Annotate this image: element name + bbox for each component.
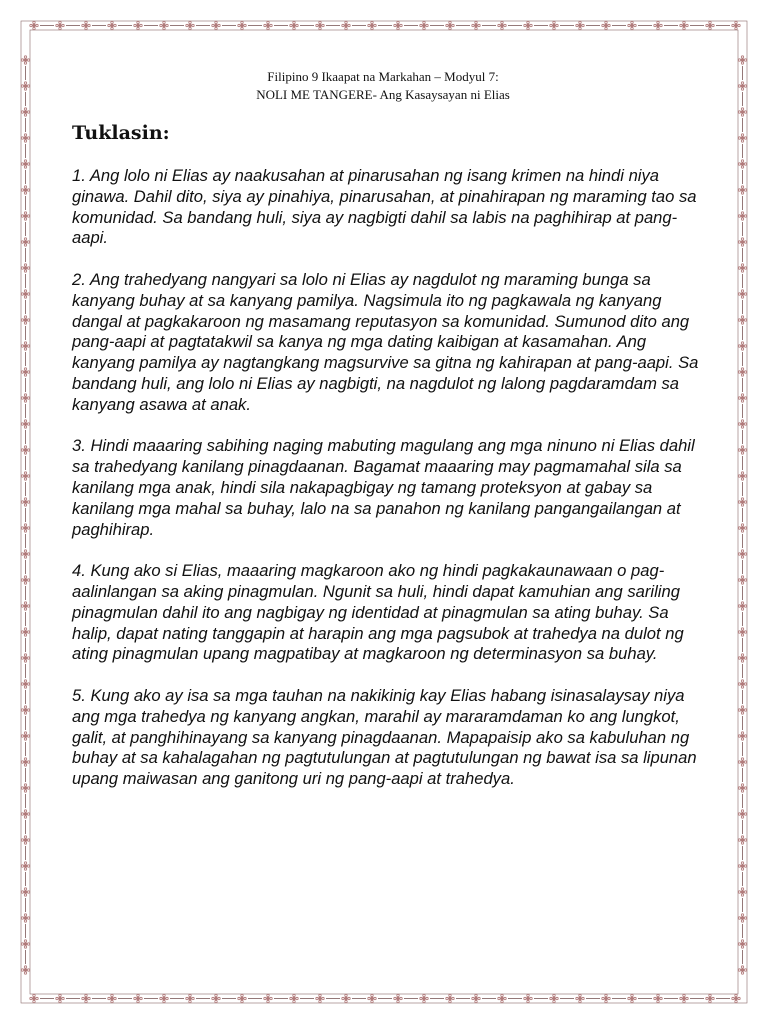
document-header [64, 68, 702, 104]
header-module-line: Filipino 9 Ikaapat na Markahan – Modyul 7: [267, 69, 499, 84]
answer-paragraph-5: 5. Kung ako ay isa sa mga tauhan na nakikinig kay Elias habang isinasalaysay niya ang mga trahedya ng kanyang angkan, marahil ay mararamdaman ko ang lungkot, galit, at panghihinayang sa kanyang pinagdaanan. Mapapaisip ako sa kabuluhan ng buhay at sa kahalagahan ng pagtutulungan at pagtutulungan ng bawat isa sa lipunan upang maiwasan ang ganitong uri ng pang-aapi at trahedya. [72, 685, 697, 789]
answer-paragraph-1: 1. Ang lolo ni Elias ay naakusahan at pinarusahan ng isang krimen na hindi niya ginawa. Dahil dito, siya ay pinahiya, pinarusahan, at pinahirapan ng maraming tao sa komunidad. Sa bandang huli, siya ay nagbigti dahil sa labis na paghihirap at pang-aapi. [72, 166, 697, 248]
section-title: Tuklasin: [72, 122, 170, 144]
header-title-line: NOLI ME TANGERE- Ang Kasaysayan ni Elias [256, 87, 510, 102]
answer-paragraph-3: 3. Hindi maaaring sabihing naging mabuting magulang ang mga ninuno ni Elias dahil sa trahedyang kanilang pinagdaanan. Bagamat maaaring may pagmamahal sila sa kanilang mga anak, hindi sila nakapagbigay ng tamang proteksyon at gabay sa kanilang mga mahal sa buhay, lalo na sa panahon ng kanilang pangangailangan at paghihirap. [72, 436, 695, 539]
document-body [72, 68, 702, 811]
answer-paragraph-4: 4. Kung ako si Elias, maaaring magkaroon ako ng hindi pagkakaunawaan o pag-aalinlangan sa aking pinagmulan. Ngunit sa huli, hindi dapat kamuhian ang sariling pinagmulan dahil ito ang nagbigay ng identidad at pinagmulan sa ating buhay. Sa halip, dapat nating tanggapin at harapin ang mga pagsubok at trahedya na dulot ng ating pinagmulan upang magpatibay at magkaroon ng determinasyon sa buhay. [72, 561, 684, 664]
answer-paragraph-2: 2. Ang trahedyang nangyari sa lolo ni Elias ay nagdulot ng maraming bunga sa kanyang buhay at sa kanyang pamilya. Nagsimula ito ng pagkawala ng kanyang dangal at pagkakaroon ng masamang reputasyon sa komunidad. Sumunod dito ang pang-aapi at pagtatakwil sa kanya ng mga dating kaibigan at kasamahan. Ang kanyang pamilya ay nagtangkang magsurvive sa gitna ng kahirapan at pang-aapi. Sa bandang huli, ang lolo ni Elias ay nagbigti, na nagdulot ng lalong pagdaramdam sa kanyang asawa at anak. [72, 269, 699, 414]
